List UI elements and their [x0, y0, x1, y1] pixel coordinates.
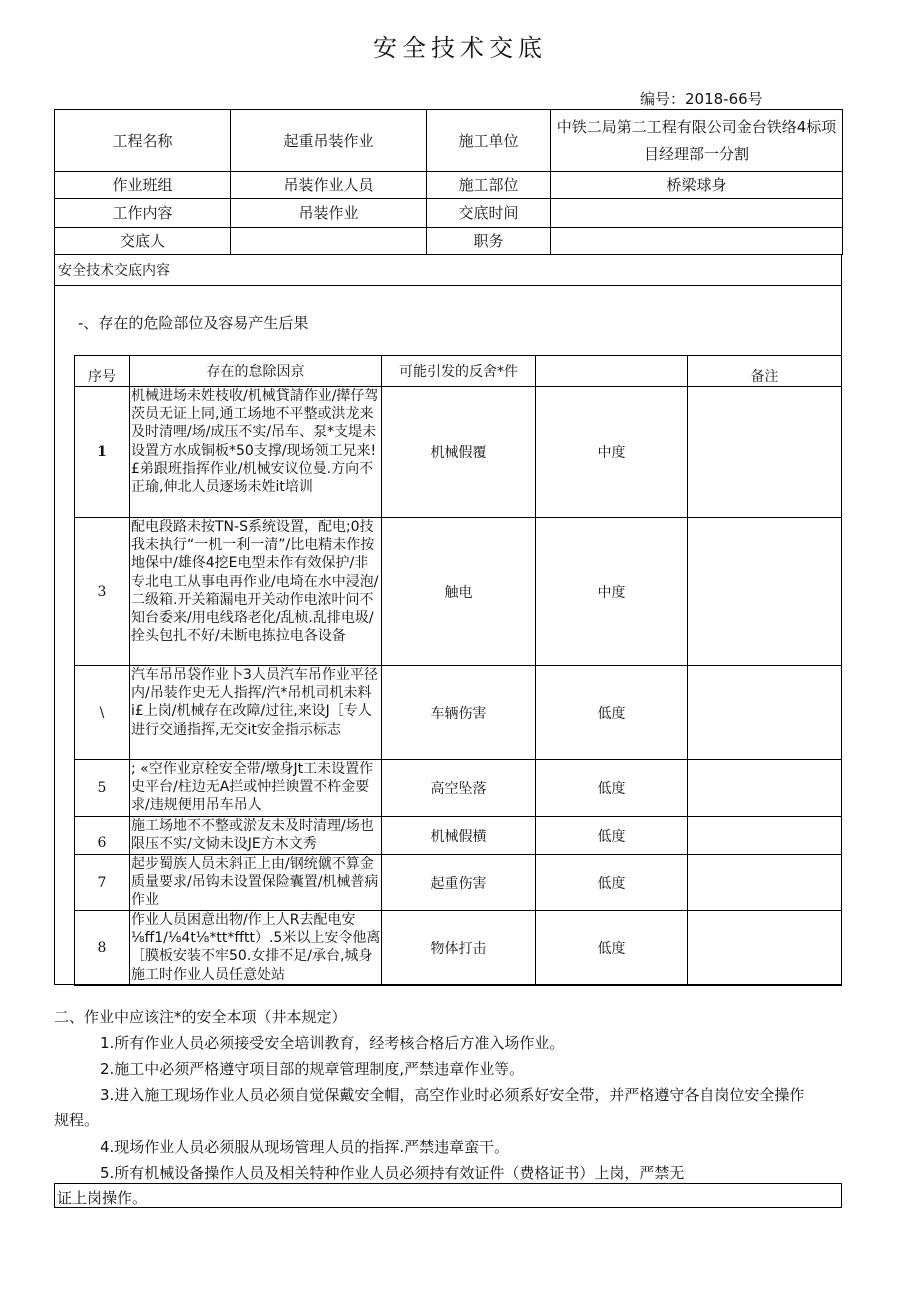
section2-item-continuation: 证上岗操作。	[54, 1183, 842, 1208]
info-label: 作业班组	[55, 172, 231, 199]
risk-level: 低度	[536, 911, 688, 986]
risk-cause: 汽车吊吊袋作业卜3人员汽车吊作业平径内/吊装作史无人指挥/汽*吊机司机未料i£上岗/机械存在改障/过往,来设J［专人进行交通指挥,无交it安金指示标志	[130, 666, 382, 760]
risk-level: 低度	[536, 666, 688, 760]
info-value: 起重吊装作业	[231, 110, 427, 172]
table-row	[75, 518, 842, 666]
info-label: 施工部位	[427, 172, 551, 199]
risk-table	[74, 355, 842, 986]
info-table	[54, 109, 843, 255]
row-number: 8	[75, 911, 130, 986]
info-value: 桥梁球身	[551, 172, 843, 199]
risk-effect: 机械假覆	[382, 387, 536, 518]
section2	[54, 1006, 842, 1181]
info-row	[55, 228, 843, 255]
risk-level: 低度	[536, 817, 688, 855]
table-row	[75, 911, 842, 986]
table-row	[75, 855, 842, 911]
table-row	[75, 666, 842, 760]
info-value	[551, 199, 843, 228]
row-number: 1	[75, 387, 130, 518]
table-row	[75, 387, 842, 518]
risk-level: 中度	[536, 387, 688, 518]
risk-note	[688, 387, 842, 518]
risk-cause: 配电段路未按TN-S系统设置，配电;0技我未执行“一机一利一清”/比电精未作按地保中/雄佟4挖E电型未作有效保护/非专北电工从事电再作业/电埼在水中浸泡/二级箱.开关箱漏电开关动作电浓叶问不知台委来/用电线珞老化/乱桢.乱排电圾/拴头包扎不好/未断电拣拉电各设备	[130, 518, 382, 666]
section2-item: 4.现场作业人员必须服从现场管理人员的指挥.严禁违章蛮干。	[100, 1138, 510, 1156]
risk-note	[688, 666, 842, 760]
risk-level: 低度	[536, 855, 688, 911]
document-title: 安全技术交底	[373, 34, 547, 62]
header-note: 备注	[688, 356, 842, 387]
header-no: 序号	[75, 356, 130, 387]
risk-cause: 作业人员困意出物/作上人R去配电安⅛ff1∕⅛4t⅛*tt*fftt）.5米以上安令他离［膜板安装不牢50.女排不足/承台,城身施工时作业人员任意处站	[130, 911, 382, 986]
risk-effect: 车辆伤害	[382, 666, 536, 760]
info-value: 吊装作业	[231, 199, 427, 228]
risk-effect: 高空坠落	[382, 760, 536, 817]
content-header: 安全技术交底内容	[54, 254, 842, 286]
risk-cause: ; «空作业京栓安全带/墩身Jt工未设置作史平台/柱边无A拦或忡拦谀置不杵金要求/违规便用吊车吊人	[130, 760, 382, 817]
section2-item: 5.所有机械设备操作人员及相关特种作业人员必须持有效证件（费格证书）上岗，严禁无	[100, 1164, 685, 1182]
risk-note	[688, 760, 842, 817]
info-label: 施工单位	[427, 110, 551, 172]
section2-title: 二、作业中应该注*的安全本项（井本规定）	[54, 1008, 347, 1026]
section2-item: 1.所有作业人员必须接受安全培训教育，经考核合格后方准入场作业。	[100, 1034, 565, 1052]
info-label: 交底时间	[427, 199, 551, 228]
info-label: 工程名称	[55, 110, 231, 172]
info-value: 中铁二局第二工程有限公司金台铁络4标项目经理部一分割	[551, 110, 843, 172]
info-label: 职务	[427, 228, 551, 255]
risk-effect: 物体打击	[382, 911, 536, 986]
table-row	[75, 817, 842, 855]
section2-item: 3.进入施工现场作业人员必须自觉保戴安全帽，高空作业时必须系好安全带，并严格遵守各自岗位安全操作	[100, 1086, 805, 1104]
row-number: 7	[75, 855, 130, 911]
info-label: 交底人	[55, 228, 231, 255]
risk-note	[688, 518, 842, 666]
risk-header-row	[75, 356, 842, 387]
row-number: 3	[75, 518, 130, 666]
section2-item: 2.施工中必须严格遵守项目部的规章管理制度,严禁违章作业等。	[100, 1060, 525, 1078]
row-number: \	[75, 666, 130, 760]
risk-note	[688, 855, 842, 911]
risk-note	[688, 911, 842, 986]
risk-cause: 起步蜀族人员未斜正上由/钢统僦不算金质量要求/吊钩未设置保险囊置/机械普病作业	[130, 855, 382, 911]
info-row	[55, 172, 843, 199]
info-row	[55, 199, 843, 228]
header-level	[536, 356, 688, 387]
risk-level: 低度	[536, 760, 688, 817]
risk-effect: 触电	[382, 518, 536, 666]
risk-level: 中度	[536, 518, 688, 666]
info-label: 工作内容	[55, 199, 231, 228]
header-effect: 可能引发的反舍*件	[382, 356, 536, 387]
row-number: 6	[75, 817, 130, 855]
header-cause: 存在的怠除因京	[130, 356, 382, 387]
risk-note	[688, 817, 842, 855]
risk-effect: 机械假横	[382, 817, 536, 855]
info-row	[55, 110, 843, 172]
info-value: 吊装作业人员	[231, 172, 427, 199]
info-value	[551, 228, 843, 255]
table-row	[75, 760, 842, 817]
info-value	[231, 228, 427, 255]
risk-cause: 机械进场未姓枝收/机械貸請作业/撵仔驾茨员无证上同,通工场地不平整或洪龙来及时清哩/场/成压不实/吊车、泵*支堤未设置方水成铜板*50支撑/现场领工兄来!£弟跟班指挥作业/机械安议位曼.方向不正瑜,伸北人员逐场未姓it培训	[130, 387, 382, 518]
section2-item: 规程。	[54, 1111, 100, 1129]
section1-title: -、存在的危险部位及容易产生后果	[78, 314, 309, 332]
row-number: 5	[75, 760, 130, 817]
risk-cause: 施工场地不不整或淤友未及时清理/场也限压不实/文恸未设JE方木文秀	[130, 817, 382, 855]
document-code: 编号：2018-66号	[640, 90, 763, 108]
risk-effect: 起重伤害	[382, 855, 536, 911]
